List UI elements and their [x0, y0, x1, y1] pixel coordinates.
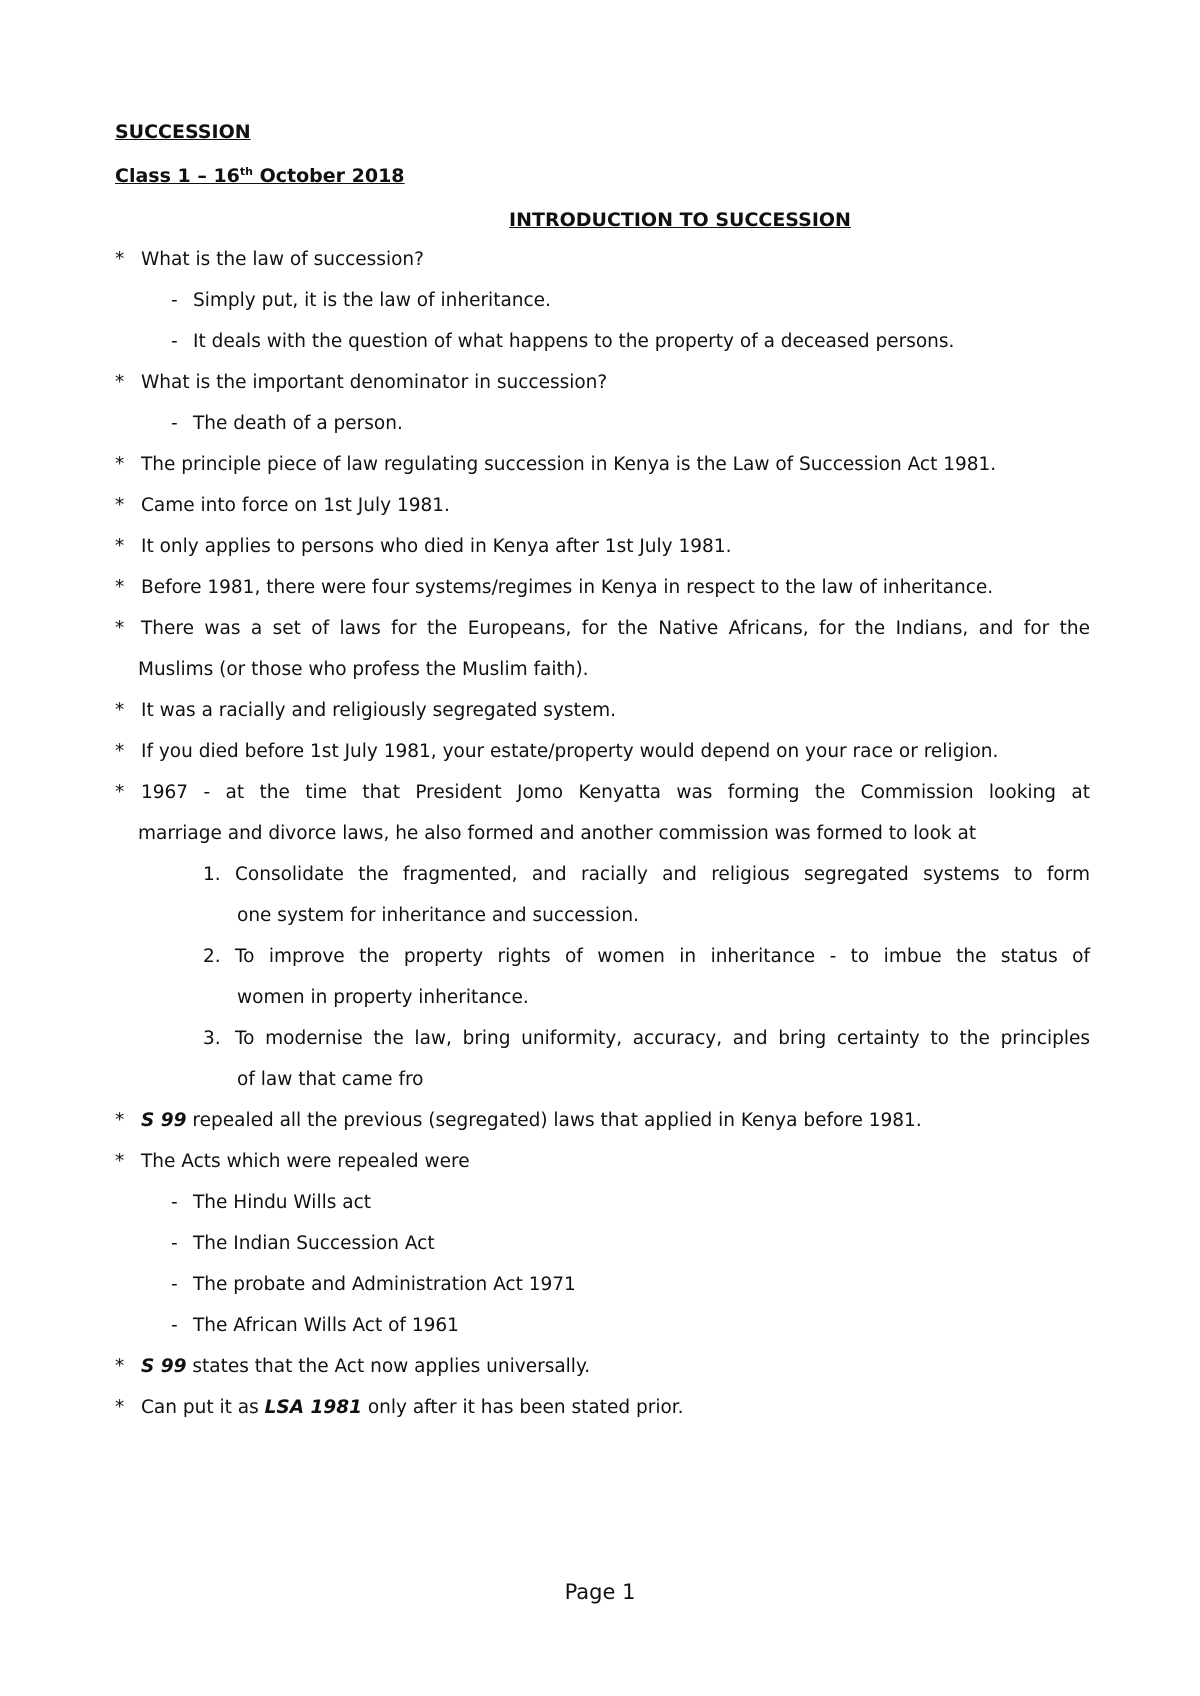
bullet-star: *	[115, 1110, 125, 1131]
bullet-item	[115, 238, 1090, 282]
bullet-star: *	[115, 249, 125, 270]
sub-bullet-item	[171, 1304, 1090, 1348]
number-marker: 2.	[203, 946, 221, 967]
class-date-line	[115, 154, 1090, 198]
class-date-superscript: th	[239, 165, 253, 178]
bullet-text: only after it has been stated prior.	[361, 1397, 684, 1418]
bullet-dash: -	[171, 331, 178, 352]
bullet-item	[115, 484, 1090, 528]
bullet-dash: -	[171, 1315, 178, 1336]
sub-bullet-text: The death of a person.	[193, 413, 403, 434]
bullet-text: Came into force on 1st July 1981.	[141, 495, 450, 516]
section-heading: INTRODUCTION TO SUCCESSION	[509, 209, 851, 231]
bullet-dash: -	[171, 1192, 178, 1213]
bullet-item	[115, 1386, 1090, 1430]
bullet-item	[115, 443, 1090, 487]
bullet-star: *	[115, 454, 125, 475]
bullet-star: *	[115, 372, 125, 393]
section-reference: S 99	[141, 1356, 187, 1377]
bullet-item	[115, 1140, 1090, 1184]
bullet-item	[115, 730, 1090, 774]
numbered-continuation: of law that came fro	[237, 1069, 424, 1090]
sub-bullet-item	[171, 1263, 1090, 1307]
bullet-star: *	[115, 577, 125, 598]
sub-bullet-text: The Indian Succession Act	[193, 1233, 435, 1254]
sub-bullet-item	[171, 1222, 1090, 1266]
numbered-item	[190, 853, 1090, 897]
bullet-dash: -	[171, 1274, 178, 1295]
bullet-text: The Acts which were repealed were	[141, 1151, 470, 1172]
numbered-text: To modernise the law, bring uniformity, accuracy, and bring certainty to the principles	[235, 1028, 1090, 1049]
bullet-text: 1967 - at the time that President Jomo Kenyatta was forming the Commission looking at	[141, 782, 1090, 803]
bullet-text: repealed all the previous (segregated) laws that applied in Kenya before 1981.	[186, 1110, 922, 1131]
number-marker: 1.	[203, 864, 221, 885]
number-marker: 3.	[203, 1028, 221, 1049]
page-number: Page 1	[564, 1580, 636, 1604]
numbered-text: Consolidate the fragmented, and racially and religious segregated systems to form	[235, 864, 1090, 885]
bullet-text: Can put it as	[141, 1397, 265, 1418]
bullet-star: *	[115, 495, 125, 516]
sub-bullet-text: The probate and Administration Act 1971	[193, 1274, 576, 1295]
bullet-text: states that the Act now applies universally.	[186, 1356, 591, 1377]
bullet-item	[115, 771, 1090, 815]
bullet-continuation: marriage and divorce laws, he also formed and another commission was formed to look at	[138, 823, 977, 844]
bullet-star: *	[115, 741, 125, 762]
bullet-text: It only applies to persons who died in Kenya after 1st July 1981.	[141, 536, 732, 557]
bullet-item	[115, 607, 1090, 651]
sub-bullet-text: Simply put, it is the law of inheritance.	[193, 290, 551, 311]
numbered-continuation: one system for inheritance and succession.	[237, 905, 639, 926]
bullet-star: *	[115, 1397, 125, 1418]
bullet-star: *	[115, 618, 125, 639]
bullet-star: *	[115, 1151, 125, 1172]
bullet-star: *	[115, 1356, 125, 1377]
bullet-star: *	[115, 782, 125, 803]
numbered-item	[190, 1017, 1090, 1061]
document-title: SUCCESSION	[115, 121, 251, 143]
bullet-continuation: Muslims (or those who profess the Muslim faith).	[138, 659, 589, 680]
bullet-text: It was a racially and religiously segregated system.	[141, 700, 617, 721]
bullet-item	[115, 525, 1090, 569]
bullet-text: The principle piece of law regulating succession in Kenya is the Law of Succession Act 1981.	[141, 454, 997, 475]
bullet-item	[115, 361, 1090, 405]
sub-bullet-item	[171, 1181, 1090, 1225]
bullet-star: *	[115, 700, 125, 721]
sub-bullet-text: The Hindu Wills act	[193, 1192, 371, 1213]
sub-bullet-item	[171, 402, 1090, 446]
bullet-text: There was a set of laws for the Europeans, for the Native Africans, for the Indians, and for the	[141, 618, 1090, 639]
class-date-suffix: October 2018	[253, 165, 405, 187]
bullet-item	[115, 689, 1090, 733]
bullet-text: What is the law of succession?	[141, 249, 424, 270]
bullet-item	[115, 1345, 1090, 1389]
sub-bullet-item	[171, 279, 1090, 323]
bullet-item	[115, 566, 1090, 610]
bullet-dash: -	[171, 413, 178, 434]
class-date-prefix: Class 1 – 16	[115, 165, 240, 187]
numbered-text: To improve the property rights of women in inheritance - to imbue the status of	[235, 946, 1090, 967]
bullet-text: Before 1981, there were four systems/regimes in Kenya in respect to the law of inheritance.	[141, 577, 994, 598]
bullet-text: What is the important denominator in succession?	[141, 372, 608, 393]
bullet-star: *	[115, 536, 125, 557]
section-reference: S 99	[141, 1110, 187, 1131]
act-reference: LSA 1981	[264, 1397, 362, 1418]
sub-bullet-text: The African Wills Act of 1961	[193, 1315, 459, 1336]
numbered-item	[190, 935, 1090, 979]
bullet-item	[115, 1099, 1090, 1143]
bullet-dash: -	[171, 1233, 178, 1254]
sub-bullet-text: It deals with the question of what happens to the property of a deceased persons.	[193, 331, 955, 352]
bullet-dash: -	[171, 290, 178, 311]
numbered-continuation: women in property inheritance.	[237, 987, 529, 1008]
sub-bullet-item	[171, 320, 1090, 364]
bullet-text: If you died before 1st July 1981, your estate/property would depend on your race or religion.	[141, 741, 999, 762]
